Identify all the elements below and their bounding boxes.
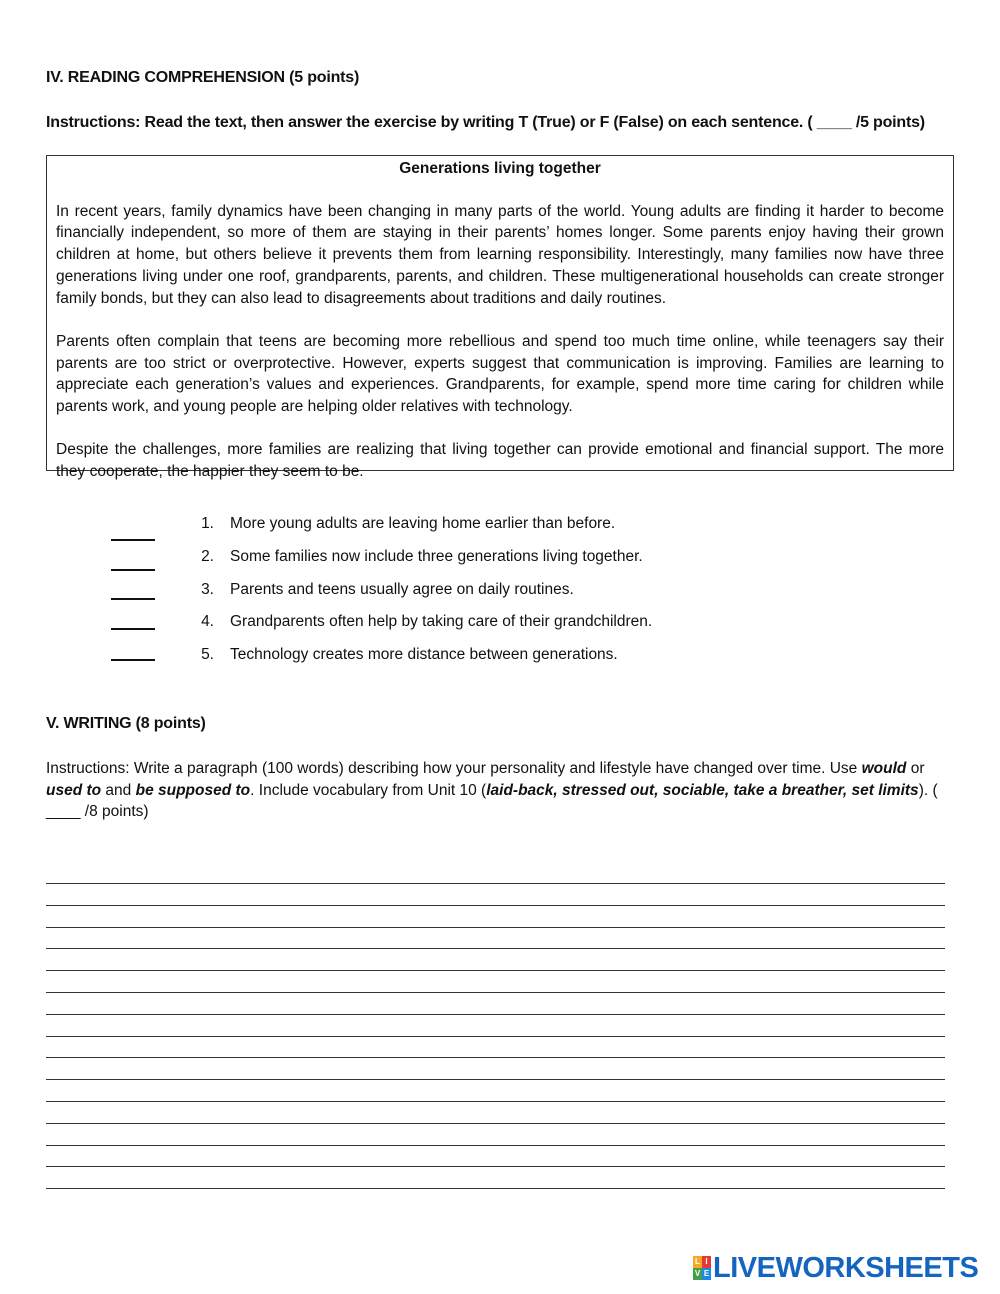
statement-number: 1. [201,515,214,532]
writing-line[interactable] [46,1145,945,1146]
section-5-instructions [46,758,956,823]
writing-line[interactable] [46,1101,945,1102]
keyword-be-supposed-to: be supposed to [135,781,251,799]
answer-blank[interactable] [111,539,155,541]
statement-text: Parents and teens usually agree on daily routines. [230,581,574,598]
keyword-used-to: used to [46,781,102,799]
liveworksheets-logo [693,1253,978,1283]
writing-area[interactable] [46,883,945,1210]
instruction-text: . Include vocabulary from Unit 10 ( [250,781,487,799]
statement-number: 3. [201,581,214,598]
instruction-text: or [906,760,925,777]
instruction-text: ). ( ____ /8 points) [46,781,938,821]
logo-icon-letter: V [694,1269,701,1278]
writing-line[interactable] [46,948,945,949]
answer-blank[interactable] [111,598,155,600]
keyword-would: would [861,760,907,777]
passage-paragraph: In recent years, family dynamics have been changing in many parts of the world. Young adults are finding it harder to become financially independent, so more of them are staying in their parents’ homes longer. Some parents enjoy having their grown children at home, but others believe it prevents them from learning responsibility. Interestingly, many families now have three generations living under one roof, grandparents, parents, and children. These multigenerational households can create stronger family bonds, but they can also lead to disagreements about traditions and daily routines. [56,202,944,307]
answer-blank[interactable] [111,659,155,661]
logo-icon-letter: L [693,1256,702,1268]
logo-icon-letter: I [702,1256,711,1268]
writing-line[interactable] [46,1014,945,1015]
section-5-title: V. WRITING (8 points) [46,715,206,732]
statement-number: 5. [201,646,214,663]
writing-line[interactable] [46,1057,945,1058]
writing-line[interactable] [46,970,945,971]
instruction-text: Instructions: Write a paragraph (100 words) describing how your personality and lifestyle have changed over time. Use [46,760,862,777]
passage-title: Generations living together [399,160,601,177]
statement-row [0,646,1000,676]
logo-icon-letter: E [703,1269,710,1278]
writing-line[interactable] [46,1036,945,1037]
logo-text: LIVEWORKSHEETS [713,1252,979,1284]
writing-line[interactable] [46,1123,945,1124]
statement-row [0,613,1000,643]
statement-row [0,515,1000,545]
statement-text: Some families now include three generations living together. [230,548,643,565]
writing-line[interactable] [46,1166,945,1167]
statement-row [0,548,1000,578]
statement-text: More young adults are leaving home earlier than before. [230,515,616,532]
writing-line[interactable] [46,927,945,928]
passage-paragraph: Parents often complain that teens are becoming more rebellious and spend too much time online, while teenagers say their parents are too strict or overprotective. However, experts suggest that communication is improving. Families are learning to appreciate each generation’s values and experiences. Grandparents, for example, spend more time caring for children while parents work, and young people are helping older relatives with technology. [56,332,944,416]
writing-line[interactable] [46,883,945,884]
statement-text: Technology creates more distance between generations. [230,646,618,663]
writing-line[interactable] [46,1188,945,1189]
section-4-title: IV. READING COMPREHENSION (5 points) [46,69,360,86]
writing-line[interactable] [46,905,945,906]
statement-row [0,581,1000,611]
answer-blank[interactable] [111,628,155,630]
instruction-text: and [101,781,136,799]
passage-paragraph: Despite the challenges, more families are realizing that living together can provide emotional and financial support. The more they cooperate, the happier they seem to be. [56,441,944,481]
vocabulary-list: laid-back, stressed out, sociable, take a breather, set limits [486,781,919,799]
section-4-instructions: Instructions: Read the text, then answer the exercise by writing T (True) or F (False) on each sentence. ( ____ /5 points) [46,114,925,131]
writing-line[interactable] [46,1079,945,1080]
answer-blank[interactable] [111,569,155,571]
statement-number: 4. [201,613,214,630]
statement-text: Grandparents often help by taking care of their grandchildren. [230,613,653,630]
statement-number: 2. [201,548,214,565]
logo-icon [693,1256,711,1280]
reading-passage-box [46,155,954,481]
writing-line[interactable] [46,992,945,993]
